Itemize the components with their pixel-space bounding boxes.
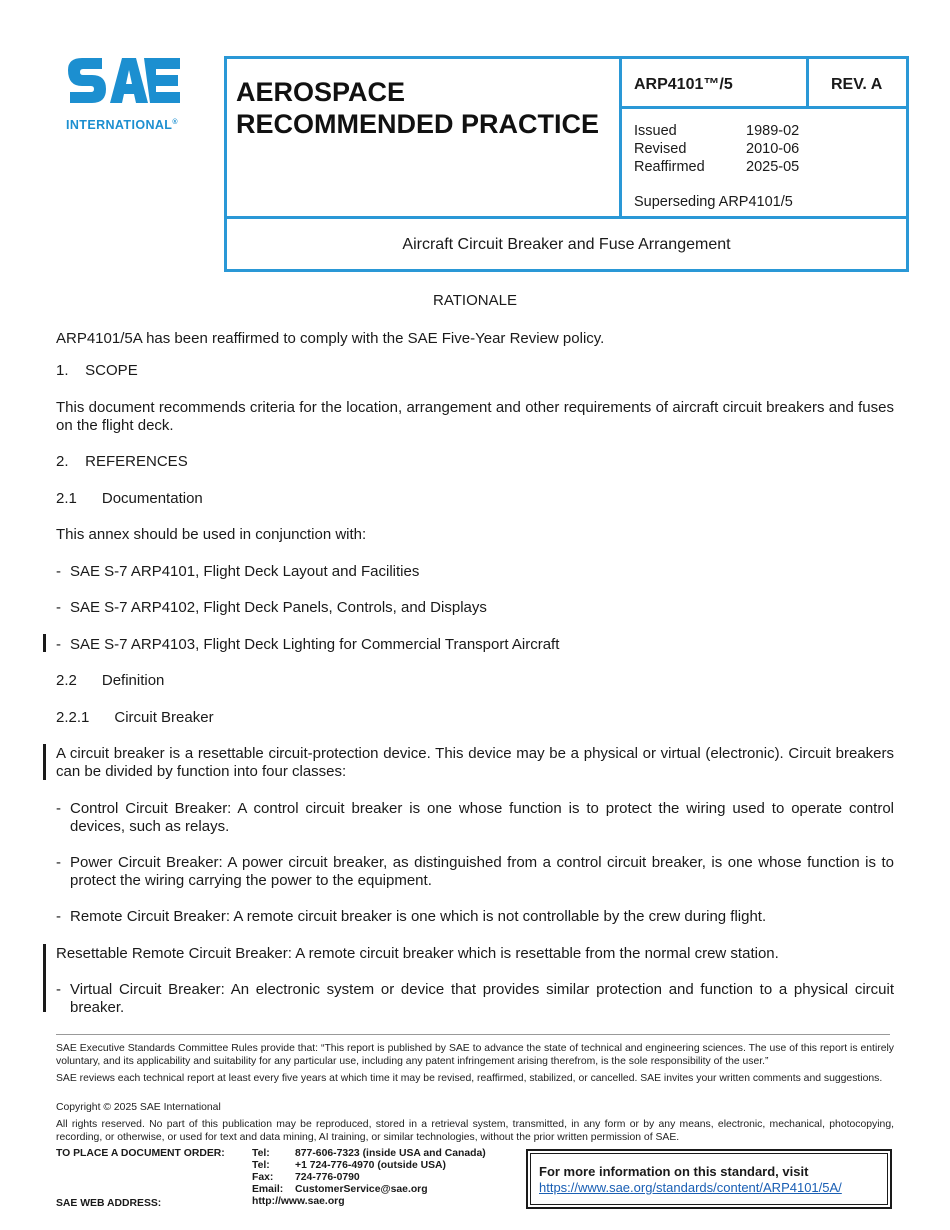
web-label: SAE WEB ADDRESS:: [56, 1198, 162, 1209]
rules-text: SAE Executive Standards Committee Rules provide that: “This report is published by SAE to advance the state of technical and engineering sciences. The use of this report is entirely voluntary, and its applicability and suitability for any particular use, including any patent infringement arising therefrom, is the sole responsibility of the user.”: [56, 1043, 894, 1067]
header-divider: [619, 106, 909, 109]
superseding-note: Superseding ARP4101/5: [634, 194, 793, 210]
rationale-text: ARP4101/5A has been reaffirmed to comply with the SAE Five-Year Review policy.: [56, 330, 605, 347]
standard-link[interactable]: https://www.sae.org/standards/content/ARP4101/5A/: [539, 1180, 842, 1195]
email-link[interactable]: CustomerService@sae.org: [295, 1184, 428, 1195]
document-title: Aircraft Circuit Breaker and Fuse Arrangement: [402, 236, 731, 253]
header-divider: [224, 216, 909, 219]
section-heading-definition: 2.2 Definition: [56, 672, 165, 689]
reference-item: - SAE S-7 ARP4101, Flight Deck Layout and Facilities: [56, 563, 420, 580]
class-item: - Virtual Circuit Breaker: An electronic system or device that provides similar protection and function to a physical circuit breaker.: [56, 981, 894, 1016]
header-divider: [806, 56, 809, 108]
order-label: TO PLACE A DOCUMENT ORDER:: [56, 1148, 225, 1159]
logo-wordmark: INTERNATIONAL®: [66, 118, 178, 132]
section-heading-circuit-breaker: 2.2.1 Circuit Breaker: [56, 709, 214, 726]
phone-link[interactable]: +1 724-776-4970 (outside USA): [295, 1160, 447, 1171]
documentation-intro: This annex should be used in conjunction with:: [56, 526, 367, 543]
change-bar: [43, 634, 46, 652]
reference-item: - SAE S-7 ARP4103, Flight Deck Lighting for Commercial Transport Aircraft: [56, 636, 560, 653]
more-info-title: For more information on this standard, visit: [539, 1164, 809, 1179]
document-dates: Issued 1989-02 Revised 2010-06 Reaffirmed 2025-05: [634, 123, 800, 175]
document-number: ARP4101™/5: [634, 76, 733, 93]
web-address-link[interactable]: http://www.sae.org: [252, 1196, 345, 1207]
revision-label: REV. A: [831, 76, 883, 93]
class-item: - Control Circuit Breaker: A control circuit breaker is one whose function is to protect the wiring used to operate control devices, such as relays.: [56, 800, 894, 835]
scope-text: This document recommends criteria for the location, arrangement and other requirements of aircraft circuit breakers and fuses on the flight deck.: [56, 399, 894, 434]
rationale-heading: RATIONALE: [433, 292, 517, 309]
contact-list: Tel: 877-606-7323 (inside USA and Canada) Tel: +1 724-776-4970 (outside USA) Fax: 724-776-0790 Email: CustomerService@sae.org http://www.sae.org: [252, 1148, 486, 1207]
class-item: - Power Circuit Breaker: A power circuit breaker, as distinguished from a control circuit breaker, is one whose function is to protect the wiring carrying the power to the equipment.: [56, 854, 894, 889]
change-bar: [43, 744, 46, 780]
header-divider: [619, 56, 622, 217]
copyright: Copyright © 2025 SAE International: [56, 1102, 221, 1113]
document-type: AEROSPACE RECOMMENDED PRACTICE: [236, 77, 600, 139]
phone-link[interactable]: 877-606-7323 (inside USA and Canada): [295, 1148, 486, 1159]
review-text: SAE reviews each technical report at least every five years at which time it may be revised, reaffirmed, stabilized, or cancelled. SAE invites your written comments and suggestions.: [56, 1073, 883, 1084]
section-heading-scope: 1. SCOPE: [56, 362, 138, 379]
sae-logo: [66, 56, 196, 136]
footer-rule: [56, 1034, 890, 1035]
rights-text: All rights reserved. No part of this publication may be reproduced, stored in a retrieval system, transmitted, in any form or by any means, electronic, mechanical, photocopying, recording, or otherwise, or used for text and data mining, AI training, or similar technologies, without the prior written permission of SAE.: [56, 1119, 894, 1143]
section-heading-references: 2. REFERENCES: [56, 453, 188, 470]
class-item: - Remote Circuit Breaker: A remote circuit breaker is one which is not controllable by the crew during flight.: [56, 908, 767, 925]
section-heading-documentation: 2.1 Documentation: [56, 490, 203, 507]
change-bar: [43, 944, 46, 1012]
circuit-breaker-text: A circuit breaker is a resettable circuit-protection device. This device may be a physical or virtual (electronic). Circuit breakers can be divided by function into four classes:: [56, 745, 894, 780]
reference-item: - SAE S-7 ARP4102, Flight Deck Panels, Controls, and Displays: [56, 599, 487, 616]
more-info-box: [526, 1149, 892, 1209]
sae-logo-mark: [66, 56, 182, 116]
resettable-text: Resettable Remote Circuit Breaker: A remote circuit breaker which is resettable from the normal crew station.: [56, 945, 779, 962]
